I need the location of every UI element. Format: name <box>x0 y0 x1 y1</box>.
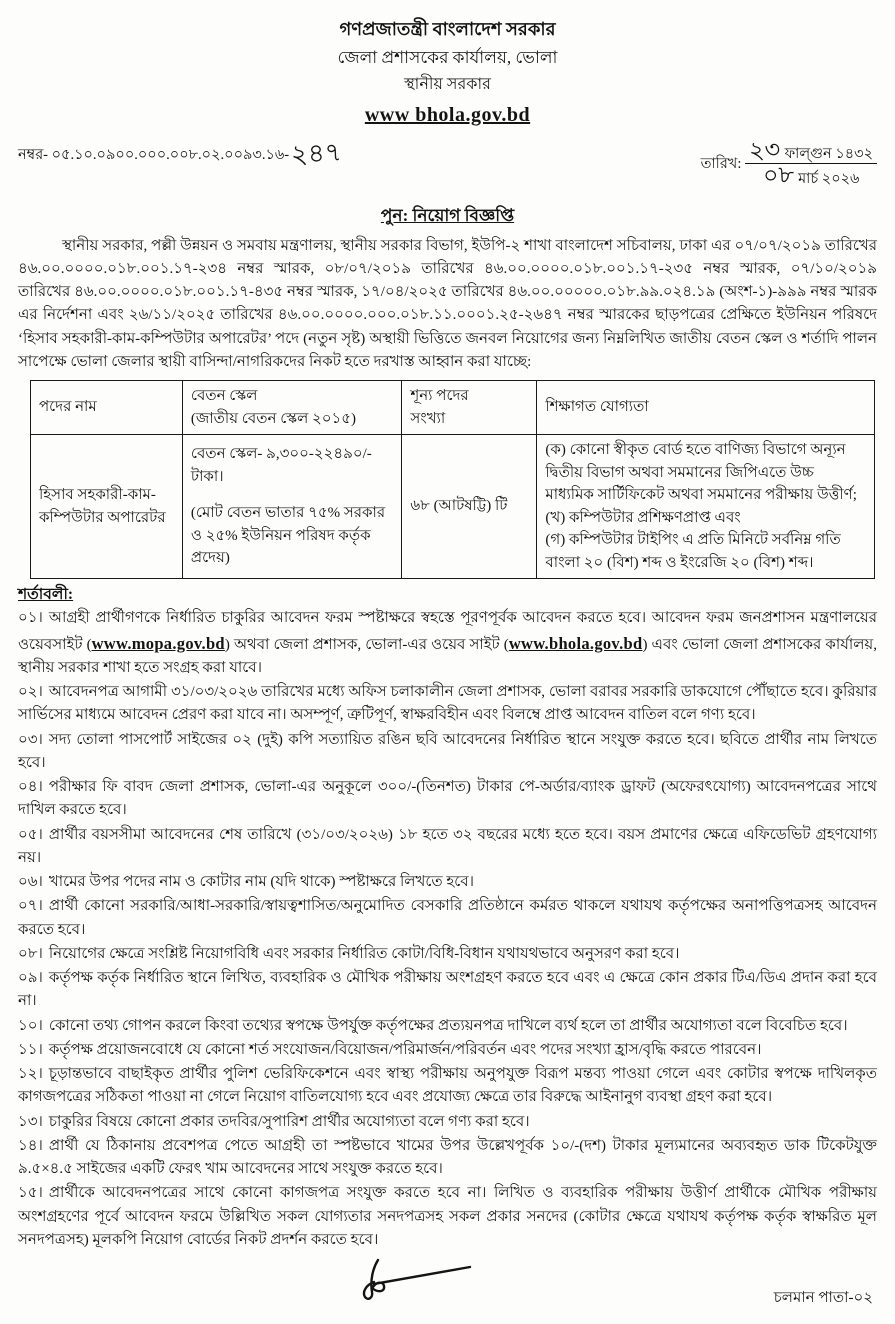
condition-06-number: ০৬। <box>18 874 43 890</box>
condition-12-text: চূড়ান্তভাবে বাছাইকৃত প্রার্থীর পুলিশ ভেরিফিকেশনে এবং স্বাস্থ্য পরীক্ষায় অনুপযুক্ত বিরূপ মন্তব্য পাওয়া গেলে এবং কোটার স্বপক্ষে দাখিলকৃত কাগজপত্রের সঠিকতা পাওয়া না গেলে নিয়োগ বাতিলযোগ্য হবে এবং প্রযোজ্য ক্ষেত্রে তার বিরুদ্ধে আইনানুগ ব্যবস্থা গ্রহণ করা হবে। <box>18 1066 877 1106</box>
condition-05-number: ০৫। <box>18 826 43 843</box>
cell-qualification <box>537 435 875 579</box>
condition-15 <box>18 1182 877 1252</box>
condition-04-number: ০৪। <box>18 779 43 795</box>
condition-07 <box>18 895 877 942</box>
condition-01 <box>18 607 877 680</box>
condition-03 <box>18 729 877 776</box>
condition-12 <box>18 1063 877 1110</box>
condition-04-text: পরীক্ষার ফি বাবদ জেলা প্রশাসক, ভোলা-এর অনুকূলে ৩০০/-(তিনশত) টাকার পে-অর্ডার/ব্যাংক ড্রাফট (অফেরৎযোগ্য) আবেদনপত্রের সাথে দাখিল করতে হবে। <box>18 779 877 819</box>
cell-vacancies: ৬৮ (আটষট্টি) টি <box>402 435 537 579</box>
date-gregorian <box>759 160 864 191</box>
date-greg-month-year: মার্চ ২০২৬ <box>798 171 860 188</box>
header-pay-line1: বেতন স্কেল <box>190 388 258 404</box>
condition-07-number: ০৭। <box>18 898 43 915</box>
condition-11 <box>18 1039 877 1062</box>
condition-08-number: ০৮। <box>18 945 43 962</box>
condition-05 <box>18 824 877 871</box>
government-name: গণপ্রজাতন্ত্রী বাংলাদেশ সরকার <box>339 19 556 39</box>
date-greg-day-handwritten: ০৮ <box>762 160 795 191</box>
date-fraction <box>745 134 877 192</box>
cell-pay-scale <box>182 435 401 579</box>
qualification-b: (খ) কম্পিউটার প্রশিক্ষণপ্রাপ্ত এবং <box>545 509 741 526</box>
condition-10-number: ১০। <box>18 1017 43 1034</box>
condition-01-text-1: আগ্রহী প্রার্থীগণকে নির্ধারিত চাকুরির আবেদন ফরম স্পষ্টাক্ষরে স্বহস্তে পূরণপূর্বক আবেদন করতে হবে। আবেদন ফরম জনপ্রশাসন মন্ত্রণালয়ের ওয়েবসাইট ( <box>18 610 877 653</box>
condition-11-text: কর্তৃপক্ষ প্রয়োজনবোধে যে কোনো শর্ত সংযোজন/বিয়োজন/পরিমার্জন/পরিবর্তন এবং পদের সংখ্যা হ্রাস/বৃদ্ধি করতে পারবেন। <box>48 1041 762 1058</box>
notice-title: পুন: নিয়োগ বিজ্ঞপ্তি <box>380 206 515 225</box>
header-vacancy-line2: সংখ্যা <box>410 410 446 427</box>
pay-scale-amount: বেতন স্কেল- ৯,৩০০-২২৪৯০/- টাকা। <box>190 446 372 485</box>
header-post-name: পদের নাম <box>31 381 183 435</box>
condition-04 <box>18 776 877 823</box>
condition-08-text: নিয়োগের ক্ষেত্রে সংশ্লিষ্ট নিয়োগবিধি এবং সরকার নির্ধারিত কোটা/বিধি-বিধান যথাযথভাবে অনুসরণ করা হবে। <box>48 945 680 962</box>
condition-08 <box>18 943 877 966</box>
signature <box>348 1254 478 1310</box>
qualification-a: (ক) কোনো স্বীকৃত বোর্ড হতে বাণিজ্য বিভাগে অন্যূন দ্বিতীয় বিভাগ অথবা সমমানের জিপিএতে উচ্চ মাধ্যমিক সার্টিফিকেট অথবা সমমানের পরীক্ষায় উত্তীর্ণ; <box>545 442 857 503</box>
condition-13-number: ১৩। <box>18 1113 43 1130</box>
memo-number-printed: নম্বর- ০৫.১০.০৯০০.০০০.০০৮.০২.০০৯৩.১৬- <box>18 146 290 163</box>
qualification-c: (গ) কম্পিউটার টাইপিং এ প্রতি মিনিটে সর্বনিম্ন গতি বাংলা ২০ (বিশ) শব্দ ও ইংরেজি ২০ (বিশ) শব্দ। <box>545 532 841 571</box>
header-pay-scale <box>182 381 401 435</box>
memo-number <box>18 137 343 170</box>
condition-09-number: ০৯। <box>18 970 43 986</box>
table-row <box>31 435 875 579</box>
memo-number-handwritten: ২৪৭ <box>290 137 343 170</box>
condition-15-text: প্রার্থীকে আবেদনপত্রের সাথে কোনো কাগজপত্র সংযুক্ত করতে হবে না। লিখিত ও ব্যবহারিক পরীক্ষায় উত্তীর্ণ প্রার্থীকে মৌখিক পরীক্ষায় অংশগ্রহণের পূর্বে আবেদন ফরমে উল্লিখিত সকল যোগ্যতার সনদপত্রসহ সকল প্রকার সনদের (কোটার ক্ষেত্রে যথাযথ কর্তৃপক্ষ কর্তৃক স্বাক্ষরিত মূল সনদপত্রসহ) মূলকপি নিয়োগ বোর্ডের নিকট প্রদর্শন করতে হবে। <box>18 1185 877 1248</box>
office-website: www bhola.gov.bd <box>364 103 531 126</box>
mopa-website-link: www.mopa.gov.bd <box>91 633 225 653</box>
condition-01-text-3: ) এবং ভোলা জেলা প্রশাসকের কার্যালয়, স্থানীয় সরকার শাখা হতে সংগ্রহ করা যাবে। <box>18 636 877 676</box>
department-name: স্থানীয় সরকার <box>404 75 491 93</box>
condition-13 <box>18 1111 877 1134</box>
footer <box>18 1254 877 1314</box>
bhola-website-link: www.bhola.gov.bd <box>508 633 643 653</box>
conditions-heading: শর্তাবলী: <box>18 586 74 603</box>
condition-06-text: খামের উপর পদের নাম ও কোটার নাম (যদি থাকে) স্পষ্টাক্ষরে লিখতে হবে। <box>48 874 474 890</box>
condition-03-text: সদ্য তোলা পাসপোর্ট সাইজের ০২ (দুই) কপি সত্যায়িত রঙিন ছবি আবেদনের নির্ধারিত স্থানে সংযুক্ত করতে হবে। ছবিতে প্রার্থীর নাম লিখতে হবে। <box>18 731 877 771</box>
header-qualification: শিক্ষাগত যোগ্যতা <box>537 381 875 435</box>
condition-14 <box>18 1135 877 1182</box>
condition-02-text: আবেদনপত্র আগামী ৩১/০৩/২০২৬ তারিখের মধ্যে অফিস চলাকালীন জেলা প্রশাসক, ভোলা বরাবর সরকারি ডাকযোগে পৌঁছাতে হবে। কুরিয়ার সার্ভিসের মাধ্যমে আবেদন প্রেরণ করা যাবে না। অসম্পূর্ণ, ত্রুটিপূর্ণ, স্বাক্ষরবিহীন এবং বিলম্বে প্রাপ্ত আবেদন বাতিল বলে গণ্য হবে। <box>18 684 877 724</box>
date-label: তারিখ: <box>700 156 742 173</box>
header-vacancy-line1: শূন্য পদের <box>410 388 469 404</box>
condition-09 <box>18 967 877 1014</box>
condition-10 <box>18 1015 877 1038</box>
date-bangla-day-handwritten: ২৩ <box>748 134 782 165</box>
condition-09-text: কর্তৃপক্ষ কর্তৃক নির্ধারিত স্থানে লিখিত, ব্যবহারিক ও মৌখিক পরীক্ষায় অংশগ্রহণ করতে হবে এবং এ ক্ষেত্রে কোন প্রকার টিএ/ডিএ প্রদান করা হবে না। <box>18 970 877 1010</box>
header-vacancy <box>402 381 537 435</box>
cell-post-name: হিসাব সহকারী-কাম-কম্পিউটার অপারেটর <box>31 435 183 579</box>
condition-15-number: ১৫। <box>18 1185 43 1202</box>
condition-11-number: ১১। <box>18 1041 43 1058</box>
condition-13-text: চাকুরির বিষয়ে কোনো প্রকার তদবির/সুপারিশ প্রার্থীর অযোগ্যতা বলে গণ্য করা হবে। <box>48 1113 530 1130</box>
office-name: জেলা প্রশাসকের কার্যালয়, ভোলা <box>337 48 558 67</box>
memo-row <box>18 134 877 192</box>
condition-01-number: ০১। <box>18 610 43 627</box>
condition-14-number: ১৪। <box>18 1137 43 1154</box>
date-bangla-month-year: ফাল্গুন ১৪৩২ <box>784 145 873 162</box>
post-table <box>30 380 875 579</box>
intro-paragraph: স্থানীয় সরকার, পল্লী উন্নয়ন ও সমবায় মন্ত্রণালয়, স্থানীয় সরকার বিভাগ, ইউপি-২ শাখা বাংলাদেশ সচিবালয়, ঢাকা এর ০৭/০৭/২০১৯ তারিখের ৪৬.০০.০০০০.০১৮.০০১.১৭-২৩৪ নম্বর স্মারক, ০৮/০৭/২০১৯ তারিখের ৪৬.০০.০০০০.০১৮.০০১.১৭-২৩৫ নম্বর স্মারক, ০৭/১০/২০১৯ তারিখের ৪৬.০০.০০০০.০১৮.০০১.১৭-৪৩৫ নম্বর স্মারক, ১৭/০৪/২০২৫ তারিখের ৪৬.০০.০০০০০.০১৮.৯৯.০২৪.১৯ (অংশ-১)-৯৯৯ নম্বর স্মারক এর নির্দেশনা এবং ২৬/১১/২০২৫ তারিখের ৪৬.০০.০০০০.০০০.০১৮.১১.০০০১.২৫-২৬৪৭ নম্বর স্মারকের ছাড়পত্রের প্রেক্ষিতে ইউনিয়ন পরিষদে ‘হিসাব সহকারী-কাম-কম্পিউটার অপারেটর’ পদে (নতুন সৃষ্ট) অস্থায়ী ভিত্তিতে জনবল নিয়োগের জন্য নিম্নলিখিত জাতীয় বেতন স্কেল ও শর্তাদি পালন সাপেক্ষে ভোলা জেলার স্থায়ী বাসিন্দা/নাগরিকদের নিকট হতে দরখাস্ত আহ্বান করা যাচ্ছে: <box>18 237 877 370</box>
letterhead <box>18 16 877 130</box>
condition-14-text: প্রার্থী যে ঠিকানায় প্রবেশপত্র পেতে আগ্রহী তা স্পষ্টভাবে খামের উপর উল্লেখপূর্বক ১০/-(দশ) টাকার মূল্যমানের অব্যবহৃত ডাক টিকেটযুক্ত ৯.৫×৪.৫ সাইজের একটি ফেরৎ খাম আবেদনের সাথে সংযুক্ত করতে হবে। <box>18 1137 877 1177</box>
condition-07-text: প্রার্থী কোনো সরকারি/আধা-সরকারি/স্বায়ত্বশাসিত/অনুমোদিত বেসকারি প্রতিষ্ঠানে কর্মরত থাকলে যথাযথ কর্তৃপক্ষের অনাপত্তিপত্রসহ আবেদন করতে হবে। <box>18 898 877 938</box>
condition-01-text-2: ) অথবা জেলা প্রশাসক, ভোলা-এর ওয়েব সাইট ( <box>224 636 509 653</box>
pay-scale-note: (মোট বেতন ভাতার ৭৫% সরকার ও ২৫% ইউনিয়ন পরিষদ কর্তৃক প্রদেয়) <box>190 505 386 567</box>
condition-02 <box>18 681 877 728</box>
condition-05-text: প্রার্থীর বয়সসীমা আবেদনের শেষ তারিখে (৩১/০৩/২০২৬) ১৮ হতে ৩২ বছরের মধ্যে হতে হবে। বয়স প্রমাণের ক্ষেত্রে এফিডেভিট গ্রহণযোগ্য নয়। <box>18 826 877 866</box>
condition-06 <box>18 871 877 894</box>
page-continuation-note: চলমান পাতা-০২ <box>773 1290 873 1306</box>
condition-03-number: ০৩। <box>18 731 43 748</box>
memo-date <box>700 134 877 192</box>
table-header-row <box>31 381 875 435</box>
header-pay-line2: (জাতীয় বেতন স্কেল ২০১৫) <box>190 410 356 427</box>
condition-10-text: কোনো তথ্য গোপন করলে কিংবা তথ্যের স্বপক্ষে উপর্যুক্ত কর্তৃপক্ষের প্রত্যয়নপত্র দাখিলে ব্যর্থ হলে তা প্রার্থীর অযোগ্যতা বলে বিবেচিত হবে। <box>48 1017 848 1034</box>
condition-12-number: ১২। <box>18 1066 43 1082</box>
signature-scribble-icon <box>348 1254 478 1302</box>
condition-02-number: ০২। <box>18 684 43 700</box>
